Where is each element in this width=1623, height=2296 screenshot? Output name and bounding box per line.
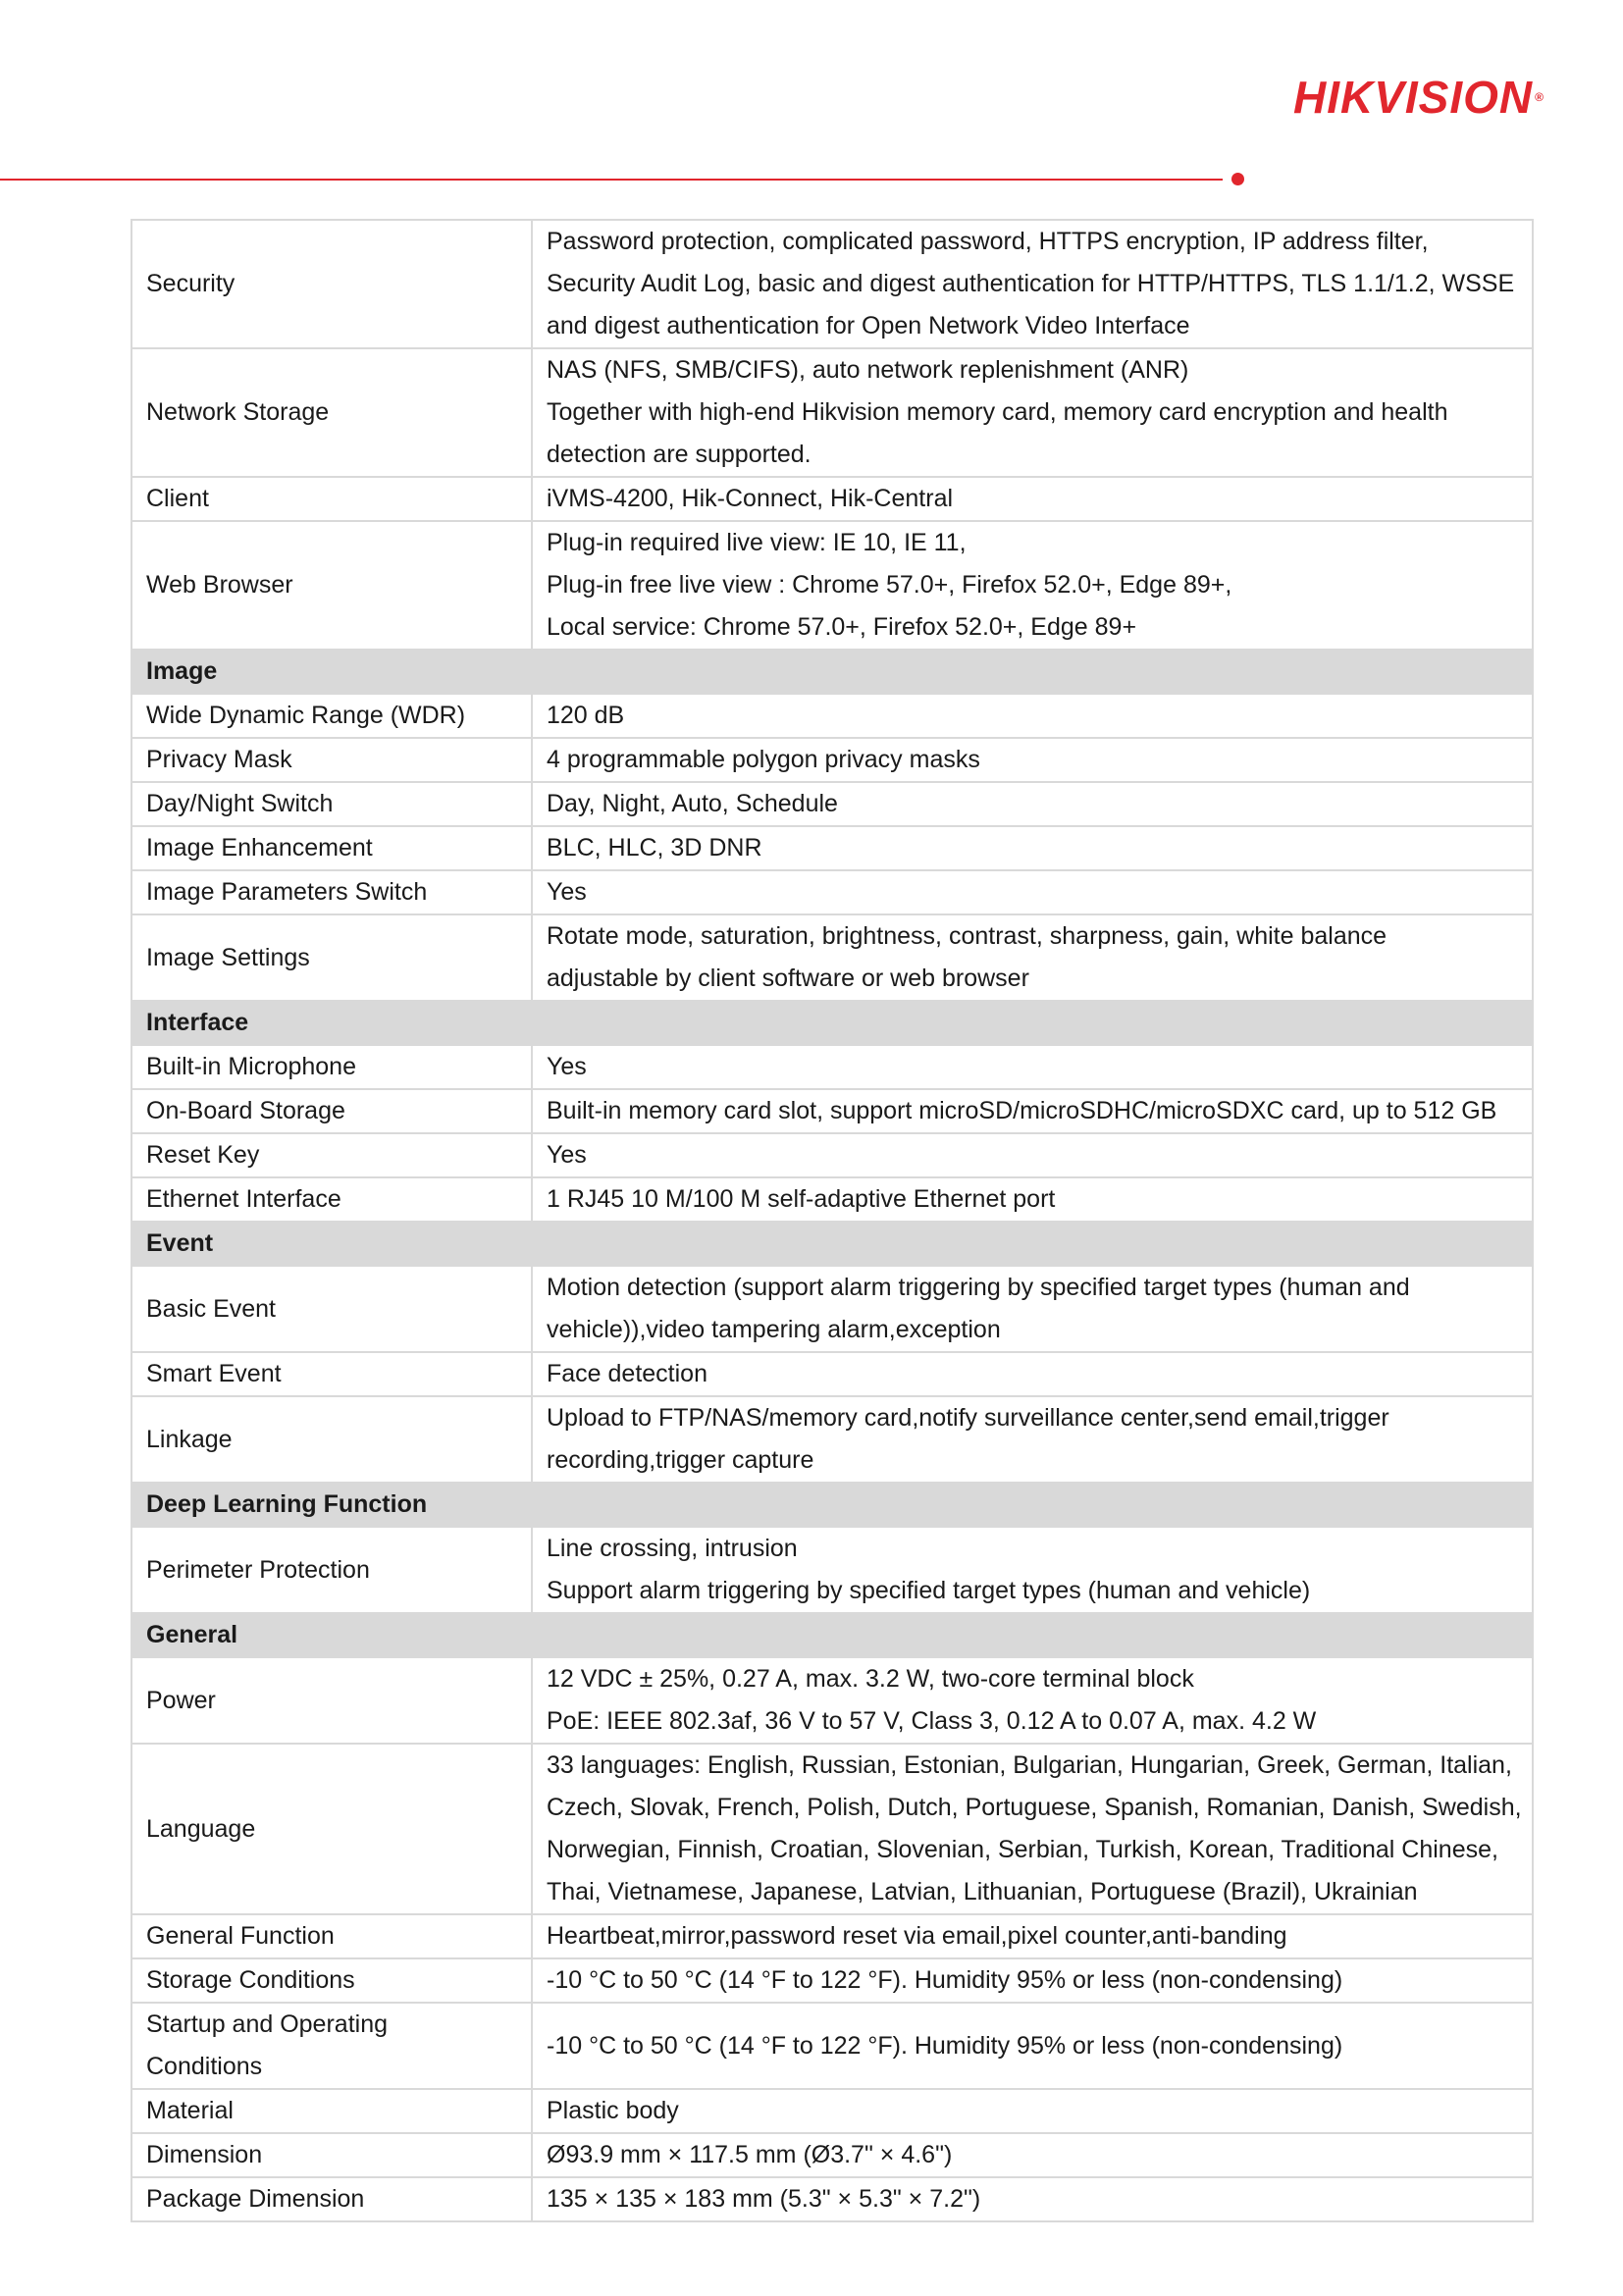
spec-value-line: detection are supported.	[547, 441, 812, 468]
spec-row	[131, 782, 1533, 826]
spec-value-line: Ø93.9 mm × 117.5 mm (Ø3.7" × 4.6")	[547, 2141, 953, 2168]
spec-label: Linkage	[131, 1396, 532, 1483]
spec-value	[532, 1133, 1533, 1177]
spec-value-line: Local service: Chrome 57.0+, Firefox 52.0+, Edge 89+	[547, 613, 1137, 641]
spec-row	[131, 1089, 1533, 1133]
spec-value	[532, 738, 1533, 782]
spec-value-line: Together with high-end Hikvision memory card, memory card encryption and health	[547, 398, 1448, 426]
spec-value	[532, 1914, 1533, 1958]
spec-value-line: Password protection, complicated password, HTTPS encryption, IP address filter,	[547, 228, 1429, 255]
spec-row	[131, 2089, 1533, 2133]
spec-value-line: Upload to FTP/NAS/memory card,notify surveillance center,send email,trigger	[547, 1404, 1389, 1432]
spec-row	[131, 2133, 1533, 2177]
spec-value	[532, 1045, 1533, 1089]
spec-label: Reset Key	[131, 1133, 532, 1177]
spec-row	[131, 1352, 1533, 1396]
spec-value-line: -10 °C to 50 °C (14 °F to 122 °F). Humidity 95% or less (non-condensing)	[547, 2031, 1343, 2060]
spec-value-line: 33 languages: English, Russian, Estonian, Bulgarian, Hungarian, Greek, German, Italian,	[547, 1751, 1512, 1779]
spec-value-line: Plastic body	[547, 2097, 679, 2124]
section-header-row	[131, 1613, 1533, 1657]
spec-label: Smart Event	[131, 1352, 532, 1396]
spec-row	[131, 914, 1533, 1001]
spec-label: Perimeter Protection	[131, 1527, 532, 1613]
spec-row	[131, 1744, 1533, 1914]
section-header-row	[131, 650, 1533, 694]
spec-value	[532, 1396, 1533, 1483]
spec-value-line: -10 °C to 50 °C (14 °F to 122 °F). Humidity 95% or less (non-condensing)	[547, 1966, 1343, 1994]
spec-value	[532, 2003, 1533, 2089]
header-rule-dot	[1231, 173, 1244, 185]
spec-label: Wide Dynamic Range (WDR)	[131, 694, 532, 738]
spec-label: Basic Event	[131, 1266, 532, 1352]
spec-row	[131, 826, 1533, 870]
spec-value	[532, 2133, 1533, 2177]
spec-value-line: Heartbeat,mirror,password reset via email,pixel counter,anti-banding	[547, 1922, 1287, 1950]
spec-label: Dimension	[131, 2133, 532, 2177]
spec-value-line: Yes	[547, 1141, 587, 1169]
spec-row	[131, 1914, 1533, 1958]
spec-label: General Function	[131, 1914, 532, 1958]
spec-value-line: iVMS-4200, Hik-Connect, Hik-Central	[547, 485, 954, 512]
spec-label-line: Conditions	[146, 2053, 263, 2080]
spec-row	[131, 521, 1533, 650]
spec-value	[532, 1958, 1533, 2003]
spec-value-line: Security Audit Log, basic and digest authentication for HTTP/HTTPS, TLS 1.1/1.2, WSSE	[547, 270, 1515, 297]
hikvision-logo: HIKVISION ®	[1293, 72, 1544, 123]
spec-value	[532, 1744, 1533, 1914]
spec-row	[131, 1177, 1533, 1222]
spec-row	[131, 477, 1533, 521]
spec-row	[131, 1958, 1533, 2003]
spec-value	[532, 2177, 1533, 2221]
spec-label: Storage Conditions	[131, 1958, 532, 2003]
section-title: Interface	[131, 1001, 1533, 1045]
spec-label: Privacy Mask	[131, 738, 532, 782]
spec-value-line: Rotate mode, saturation, brightness, contrast, sharpness, gain, white balance	[547, 922, 1387, 950]
spec-value	[532, 1089, 1533, 1133]
section-header-row	[131, 1222, 1533, 1266]
spec-label: Ethernet Interface	[131, 1177, 532, 1222]
spec-value-line: Thai, Vietnamese, Japanese, Latvian, Lithuanian, Portuguese (Brazil), Ukrainian	[547, 1878, 1418, 1905]
spec-row	[131, 738, 1533, 782]
spec-value-line: adjustable by client software or web browser	[547, 965, 1029, 992]
spec-value-line: Plug-in free live view : Chrome 57.0+, Firefox 52.0+, Edge 89+,	[547, 571, 1232, 599]
spec-row	[131, 2003, 1533, 2089]
section-title: Image	[131, 650, 1533, 694]
spec-value-line: vehicle)),video tampering alarm,exception	[547, 1316, 1001, 1343]
spec-value-line: Yes	[547, 1053, 587, 1080]
spec-value-line: Support alarm triggering by specified target types (human and vehicle)	[547, 1577, 1311, 1604]
section-title: Event	[131, 1222, 1533, 1266]
spec-value	[532, 1527, 1533, 1613]
spec-value-line: 12 VDC ± 25%, 0.27 A, max. 3.2 W, two-core terminal block	[547, 1665, 1194, 1693]
spec-label: Client	[131, 477, 532, 521]
spec-value	[532, 1657, 1533, 1744]
spec-table-body	[131, 220, 1533, 2221]
spec-value-line: Day, Night, Auto, Schedule	[547, 790, 838, 817]
spec-row	[131, 2177, 1533, 2221]
spec-value-line: Norwegian, Finnish, Croatian, Slovenian, Serbian, Turkish, Korean, Traditional Chinese,	[547, 1836, 1498, 1863]
spec-value	[532, 1266, 1533, 1352]
spec-row	[131, 348, 1533, 477]
header-rule	[0, 179, 1223, 181]
spec-label: Security	[131, 220, 532, 348]
registered-mark: ®	[1535, 90, 1544, 104]
spec-value-line: Plug-in required live view: IE 10, IE 11,	[547, 529, 967, 556]
spec-value-line: recording,trigger capture	[547, 1446, 814, 1474]
spec-value-line: 1 RJ45 10 M/100 M self-adaptive Ethernet port	[547, 1185, 1056, 1213]
spec-value-line: BLC, HLC, 3D DNR	[547, 834, 762, 861]
spec-label: Package Dimension	[131, 2177, 532, 2221]
spec-value-line: Line crossing, intrusion	[547, 1535, 798, 1562]
section-title: General	[131, 1613, 1533, 1657]
spec-value-line: NAS (NFS, SMB/CIFS), auto network replenishment (ANR)	[547, 356, 1189, 384]
spec-label: Built-in Microphone	[131, 1045, 532, 1089]
spec-value	[532, 826, 1533, 870]
spec-value	[532, 521, 1533, 650]
spec-value-line: Yes	[547, 878, 587, 906]
spec-row	[131, 1527, 1533, 1613]
spec-row	[131, 870, 1533, 914]
spec-label-line: Startup and Operating	[146, 2010, 388, 2038]
section-title: Deep Learning Function	[131, 1483, 1533, 1527]
spec-value-line: Motion detection (support alarm triggering by specified target types (human and	[547, 1274, 1410, 1301]
spec-row	[131, 220, 1533, 348]
spec-label: Language	[131, 1744, 532, 1914]
spec-value-line: Face detection	[547, 1360, 707, 1387]
spec-value-line: 120 dB	[547, 702, 625, 729]
spec-value	[532, 782, 1533, 826]
spec-value	[532, 1177, 1533, 1222]
spec-row	[131, 1657, 1533, 1744]
spec-value	[532, 914, 1533, 1001]
spec-value	[532, 220, 1533, 348]
spec-row	[131, 1133, 1533, 1177]
spec-label: Image Enhancement	[131, 826, 532, 870]
spec-value	[532, 870, 1533, 914]
spec-value	[532, 694, 1533, 738]
spec-value-line: Built-in memory card slot, support microSD/microSDHC/microSDXC card, up to 512 GB	[547, 1097, 1497, 1124]
spec-table	[131, 219, 1534, 2222]
spec-row	[131, 1045, 1533, 1089]
spec-value-line: and digest authentication for Open Network Video Interface	[547, 312, 1190, 339]
spec-value-line: PoE: IEEE 802.3af, 36 V to 57 V, Class 3, 0.12 A to 0.07 A, max. 4.2 W	[547, 1707, 1317, 1735]
section-header-row	[131, 1483, 1533, 1527]
spec-value-line: Czech, Slovak, French, Polish, Dutch, Portuguese, Spanish, Romanian, Danish, Swedish,	[547, 1794, 1522, 1821]
spec-row	[131, 1266, 1533, 1352]
spec-label: Day/Night Switch	[131, 782, 532, 826]
spec-label: Network Storage	[131, 348, 532, 477]
spec-label: On-Board Storage	[131, 1089, 532, 1133]
spec-label: Image Parameters Switch	[131, 870, 532, 914]
spec-label	[131, 2003, 532, 2089]
spec-value	[532, 348, 1533, 477]
spec-value	[532, 2089, 1533, 2133]
spec-value-line: 4 programmable polygon privacy masks	[547, 746, 980, 773]
spec-value	[532, 477, 1533, 521]
spec-row	[131, 1396, 1533, 1483]
spec-row	[131, 694, 1533, 738]
spec-value-line: 135 × 135 × 183 mm (5.3" × 5.3" × 7.2")	[547, 2185, 981, 2213]
spec-value	[532, 1352, 1533, 1396]
spec-label: Power	[131, 1657, 532, 1744]
section-header-row	[131, 1001, 1533, 1045]
spec-label: Image Settings	[131, 914, 532, 1001]
spec-label: Material	[131, 2089, 532, 2133]
spec-label: Web Browser	[131, 521, 532, 650]
